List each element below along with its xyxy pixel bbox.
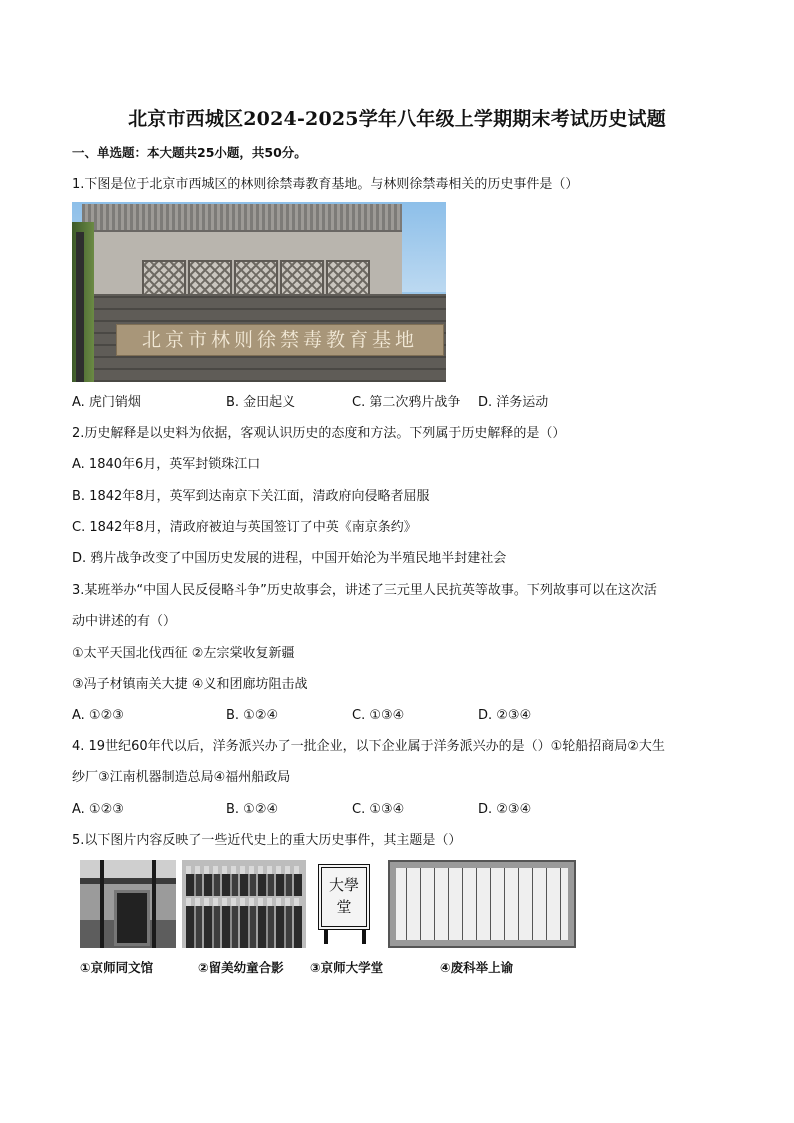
caption-1: ①京师同文馆 xyxy=(80,960,154,975)
question-2-stem: 2.历史解释是以史料为依据，客观认识历史的态度和方法。下列属于历史解释的是（） xyxy=(72,426,566,441)
q4-option-d: D. ②③④ xyxy=(478,802,532,817)
lin-zexu-base-photo xyxy=(72,202,446,382)
q1-option-c: C. 第二次鸦片战争 xyxy=(352,395,461,410)
caption-3: ③京师大学堂 xyxy=(310,960,384,975)
board-text: 大學堂 xyxy=(318,864,370,930)
question-4-stem-line-1: 4. 19世纪60年代以后，洋务派兴办了一批企业，以下企业属于洋务派兴办的是（）①轮船招商局②大生 xyxy=(72,739,665,754)
students-group-photo xyxy=(182,860,306,948)
tongwen-guan-photo xyxy=(80,860,176,948)
question-4-stem-line-2: 纱厂③江南机器制造总局④福州船政局 xyxy=(72,770,291,785)
q2-option-d: D. 鸦片战争改变了中国历史发展的进程，中国开始沦为半殖民地半封建社会 xyxy=(72,551,507,566)
q1-option-b: B. 金田起义 xyxy=(226,395,296,410)
q1-option-d: D. 洋务运动 xyxy=(478,395,549,410)
section-heading: 一、单选题：本大题共25小题，共50分。 xyxy=(72,145,307,160)
imperial-edict-photo xyxy=(388,860,576,948)
question-1-stem: 1.下图是位于北京市西城区的林则徐禁毒教育基地。与林则徐禁毒相关的历史事件是（） xyxy=(72,177,579,192)
q4-option-b: B. ①②④ xyxy=(226,802,279,817)
caption-2: ②留美幼童合影 xyxy=(198,960,284,975)
q4-option-a: A. ①②③ xyxy=(72,802,124,817)
caption-4: ④废科举上谕 xyxy=(440,960,514,975)
page-title: 北京市西城区2024-2025学年八年级上学期期末考试历史试题 xyxy=(128,108,666,130)
question-5-stem: 5.以下图片内容反映了一些近代史上的重大历史事件，其主题是（） xyxy=(72,833,462,848)
q2-option-a: A. 1840年6月，英军封锁珠江口 xyxy=(72,457,261,472)
q3-option-b: B. ①②④ xyxy=(226,708,279,723)
q3-items-line-1: ①太平天国北伐西征 ②左宗棠收复新疆 xyxy=(72,646,295,661)
q1-option-a: A. 虎门销烟 xyxy=(72,395,141,410)
q2-option-c: C. 1842年8月，清政府被迫与英国签订了中英《南京条约》 xyxy=(72,520,417,535)
q3-option-a: A. ①②③ xyxy=(72,708,124,723)
q3-items-line-2: ③冯子材镇南关大捷 ④义和团廊坊阻击战 xyxy=(72,677,308,692)
question-3-stem-line-1: 3.某班举办“中国人民反侵略斗争”历史故事会，讲述了三元里人民抗英等故事。下列故事可以在这次活 xyxy=(72,583,657,598)
photo-sign-text: 北京市林则徐禁毒教育基地 xyxy=(116,324,444,356)
question-3-stem-line-2: 动中讲述的有（） xyxy=(72,614,177,629)
q4-option-c: C. ①③④ xyxy=(352,802,405,817)
q2-option-b: B. 1842年8月，英军到达南京下关江面，清政府向侵略者屈服 xyxy=(72,489,430,504)
q3-option-c: C. ①③④ xyxy=(352,708,405,723)
q3-option-d: D. ②③④ xyxy=(478,708,532,723)
imperial-university-board xyxy=(314,860,378,948)
